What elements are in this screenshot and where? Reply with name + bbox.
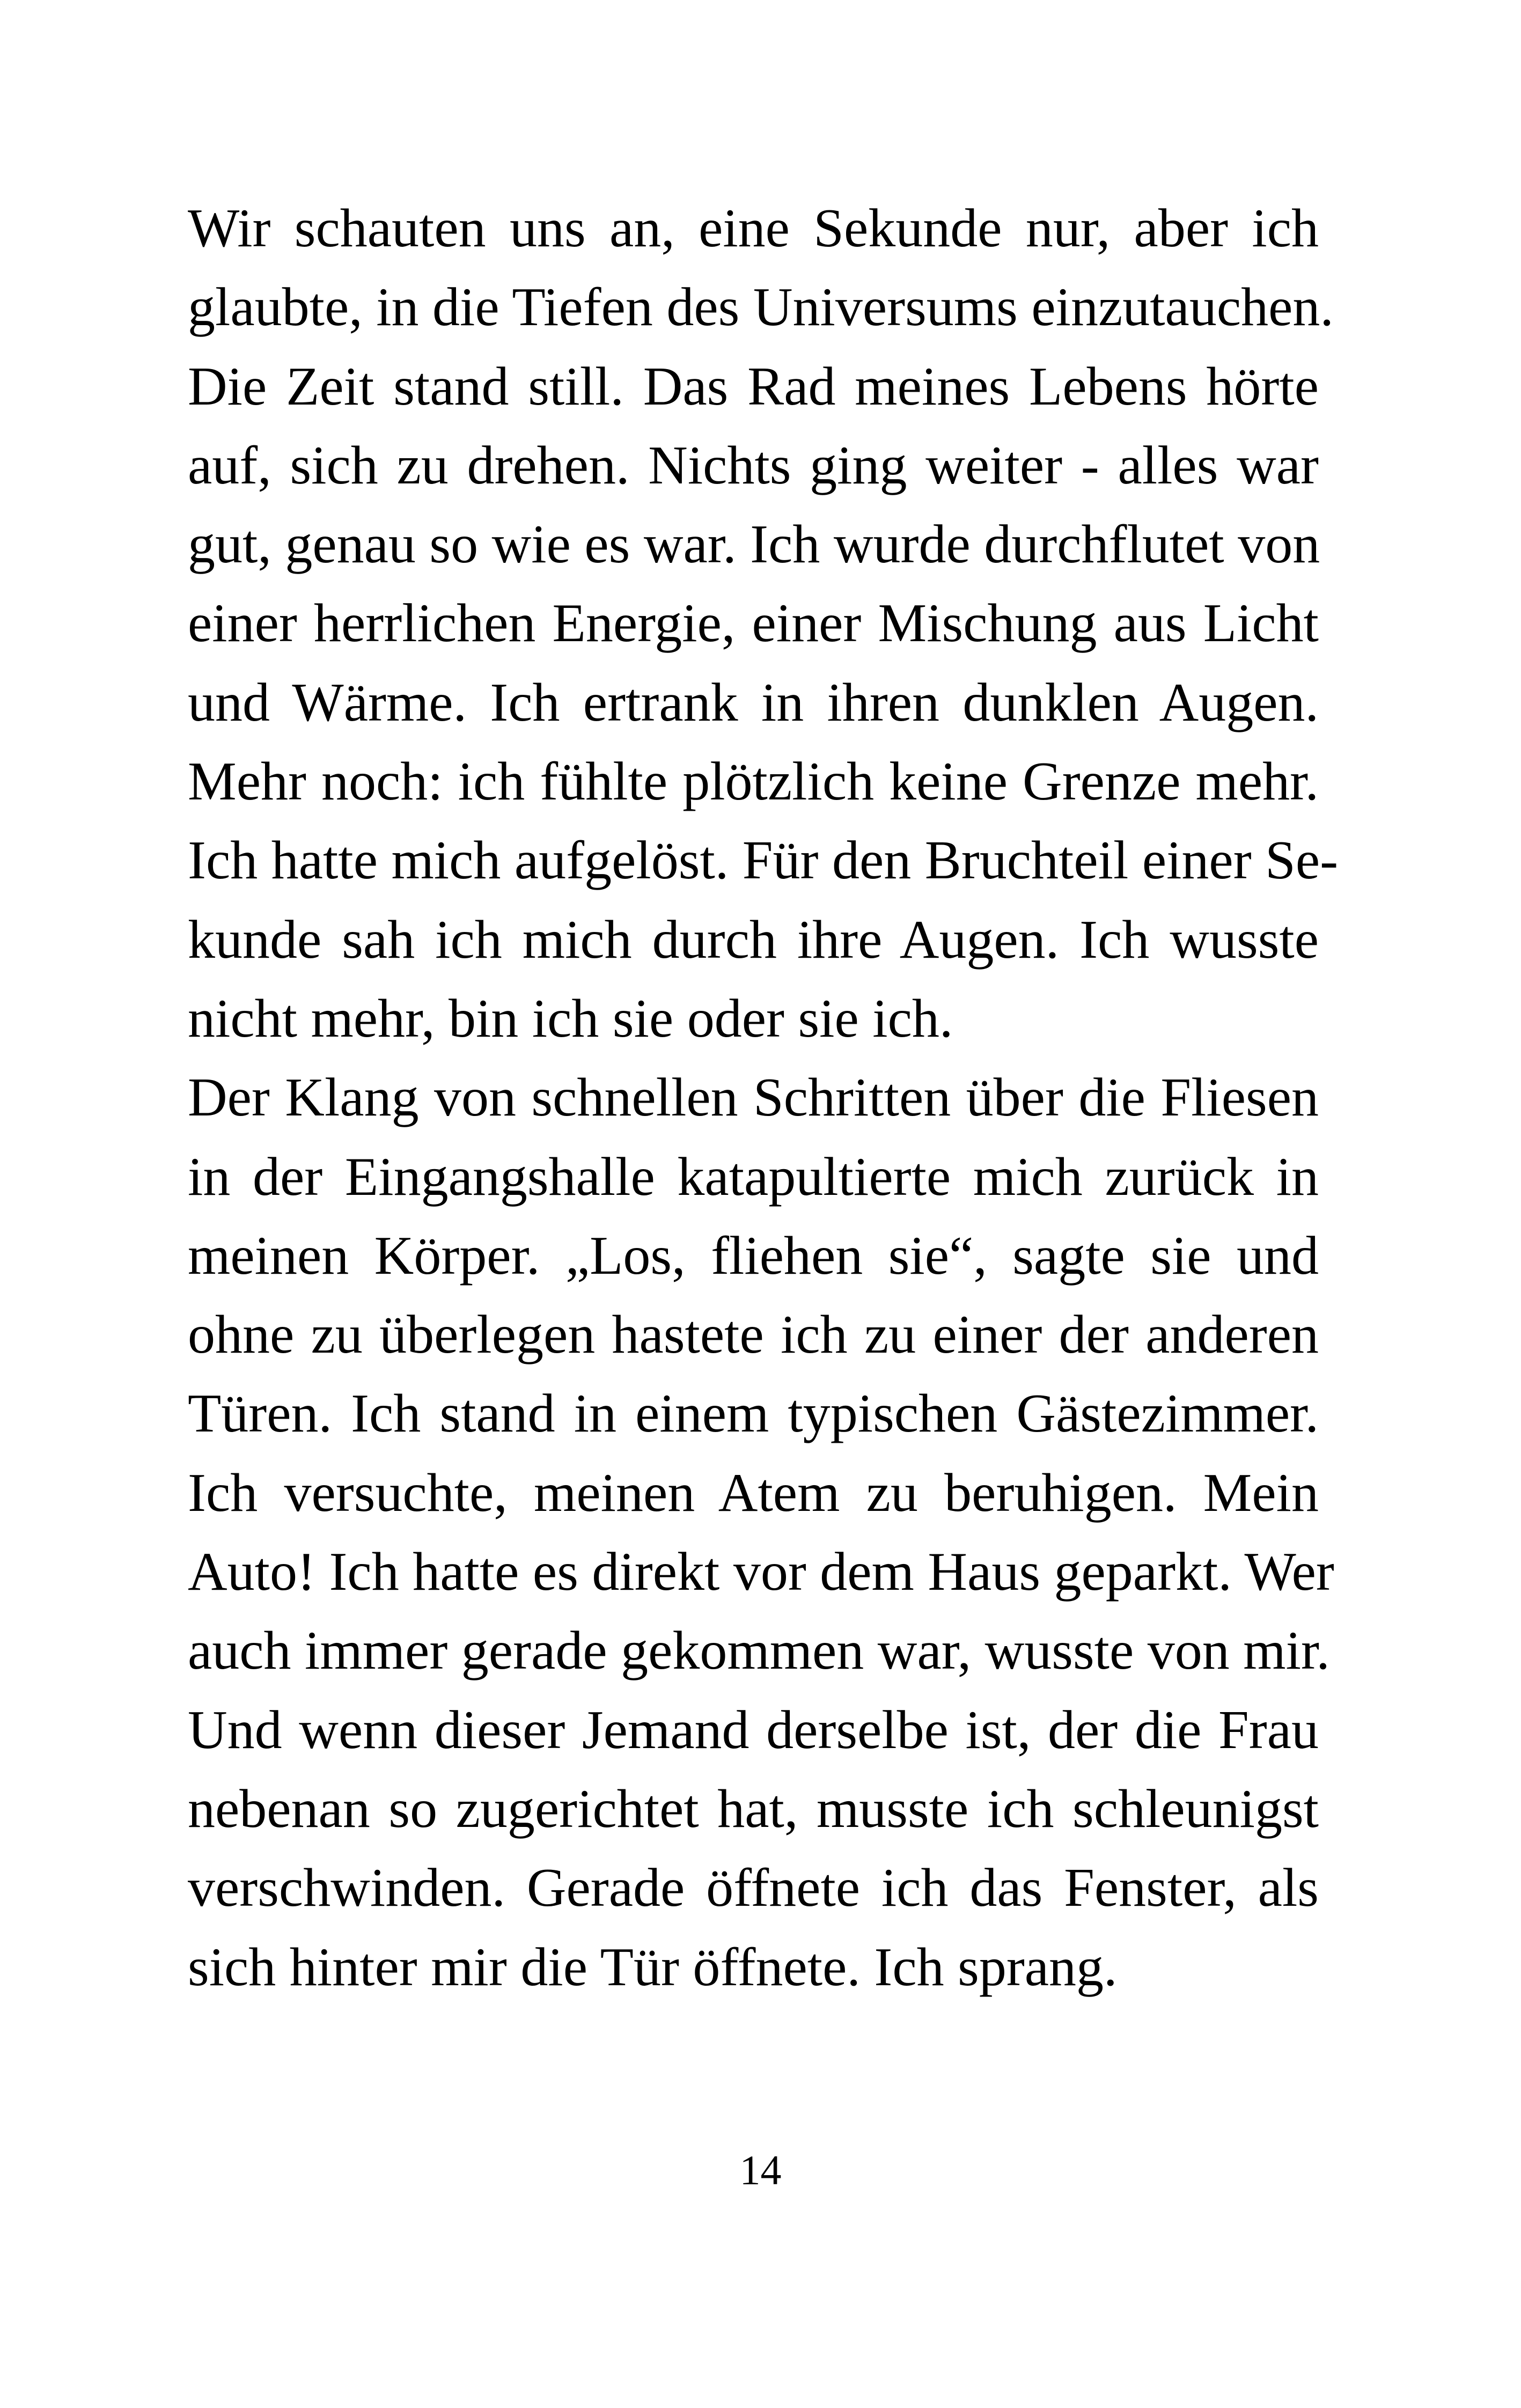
text-line: Die Zeit stand still. Das Rad meines Lebens hörte bbox=[188, 356, 1319, 417]
text-line: Wir schauten uns an, eine Sekunde nur, aber ich bbox=[188, 198, 1319, 259]
text-line: nebenan so zugerichtet hat, musste ich schleunigst bbox=[188, 1778, 1319, 1839]
text-line: auf, sich zu drehen. Nichts ging weiter - alles war bbox=[188, 435, 1319, 496]
text-line: in der Eingangshalle katapultierte mich zurück in bbox=[188, 1146, 1319, 1207]
text-line: kunde sah ich mich durch ihre Augen. Ich wusste bbox=[188, 909, 1319, 970]
text-line: meinen Körper. „Los, fliehen sie“, sagte sie und bbox=[188, 1225, 1319, 1286]
text-line: gut, genau so wie es war. Ich wurde durchflutet von bbox=[188, 514, 1320, 575]
text-line: auch immer gerade gekommen war, wusste von mir. bbox=[188, 1620, 1330, 1682]
text-line: Auto! Ich hatte es direkt vor dem Haus geparkt. Wer bbox=[188, 1541, 1334, 1603]
text-line: ohne zu überlegen hastete ich zu einer der anderen bbox=[188, 1304, 1319, 1365]
body-text bbox=[188, 189, 1339, 2007]
text-line: sich hinter mir die Tür öffnete. Ich sprang. bbox=[188, 1936, 1118, 1998]
text-line: und Wärme. Ich ertrank in ihren dunklen Augen. bbox=[188, 672, 1319, 733]
text-line: Ich versuchte, meinen Atem zu beruhigen. Mein bbox=[188, 1462, 1319, 1523]
text-line: Und wenn dieser Jemand derselbe ist, der die Frau bbox=[188, 1699, 1319, 1760]
paragraph-2 bbox=[188, 1058, 1334, 2007]
text-line: Mehr noch: ich fühlte plötzlich keine Grenze mehr. bbox=[188, 751, 1319, 812]
text-line: glaubte, in die Tiefen des Universums einzutauchen. bbox=[188, 277, 1334, 338]
text-line: Ich hatte mich aufgelöst. Für den Bruchteil einer Se- bbox=[188, 830, 1339, 891]
text-line: verschwinden. Gerade öffnete ich das Fenster, als bbox=[188, 1858, 1319, 1919]
text-line: nicht mehr, bin ich sie oder sie ich. bbox=[188, 988, 953, 1049]
text-line: Der Klang von schnellen Schritten über die Fliesen bbox=[188, 1067, 1319, 1128]
page-number: 14 bbox=[739, 2147, 782, 2193]
text-line: einer herrlichen Energie, einer Mischung aus Licht bbox=[188, 593, 1319, 654]
text-line: Türen. Ich stand in einem typischen Gästezimmer. bbox=[188, 1383, 1319, 1444]
paragraph-1 bbox=[188, 189, 1339, 1058]
